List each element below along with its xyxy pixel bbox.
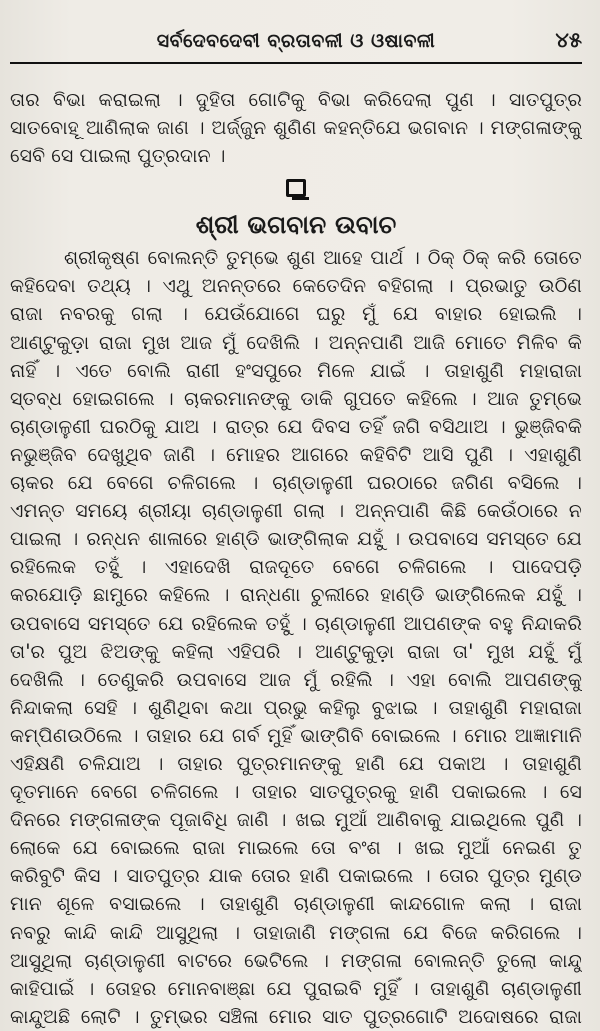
- text-line: ନିନ୍ଦାକଲା ସେହି । ଶୁଣିଥିବା କଥା ପ୍ରଭୁ କହିଲୁ ବୁଝାଇ । ତାହାଶୁଣି ମହାରାଜା: [10, 695, 582, 719]
- text-line: ସେବି ସେ ପାଇଲା ପୁତ୍ରଦାନ ।: [10, 144, 226, 168]
- text-line: ରହିଲେକ ତହୁଁ । ଏହାଦେଖି ରାଜଦୂତେ ବେଗେ ଚଳିଗଲେ । ପାଦେପଡ଼ି: [10, 555, 582, 579]
- text-line: କାନ୍ଦୁଅଛି ଲୋଟି । ତୁମ୍ଭର ସଞ୍ଚିଳା ମୋର ସାତ ପୁତ୍ରଗୋଟି ଅଦୋଷରେ ରାଜା: [10, 1004, 582, 1028]
- text-line: ସ୍ତବ୍ଧ ହୋଇଗଲେ । ଚାକରମାନଙ୍କୁ ଡାକି ଗୁପତେ କହିଲେ । ଆଜ ତୁମ୍ଭେ: [10, 386, 582, 410]
- text-line: ଶ୍ରୀକୃଷ୍ଣ ବୋଲନ୍ତି ତୁମ୍ଭେ ଶୁଣ ଆହେ ପାର୍ଥ । ଠିକ୍ ଠିକ୍ କରି ତୋତେ: [64, 246, 582, 270]
- text-line: ରାଜା ନବରକୁ ଗଲା । ଯେଉଁଯୋଗେ ଘରୁ ମୁଁ ଯେ ବାହାର ହୋଇଲି ।: [10, 302, 582, 326]
- text-line: ଚାକର ଯେ ବେଗେ ଚଳିଗଲେ । ଚାଣ୍ଡାଳୁଣୀ ଘରଠାରେ ଜଗିଣ ବସିଲେ ।: [10, 471, 582, 495]
- text-line: ସାତବୋହୂ ଆଣିଲାକ ଜାଣ । ଅର୍ଜ୍ଜୁନ ଶୁଣିଣ କହନ୍ତିଯେ ଭଗବାନ । ମଙ୍ଗଳାଙ୍କୁ: [10, 116, 582, 140]
- text-line: କରିବୁଟି କିସ । ସାତପୁତ୍ର ଯାକ ତୋର ହାଣି ପକାଇଲେ । ତୋର ପୁତ୍ର ମୁଣ୍ଡ: [10, 864, 582, 888]
- section-ornament: [10, 170, 582, 206]
- text-line: ଏହିକ୍ଷଣି ଚଳିଯାଅ । ତାହାର ପୁତ୍ରମାନଙ୍କୁ ହାଣି ଯେ ପକାଅ । ତାହାଶୁଣି: [10, 751, 582, 775]
- text-line: କହିଦେବା ତଥ୍ୟ । ଏଥୁ ଅନନ୍ତରେ କେତେଦିନ ବହିଗଲା । ପ୍ରଭାତୁ ଉଠିଣ: [10, 274, 582, 298]
- text-line: କମ୍ପିଣଉଠିଲେ । ତାହାର ଯେ ଗର୍ବ ମୁହିଁ ଭାଙ୍ଗିବି ବୋଇଲେ । ମୋର ଆଜ୍ଞାମାନି: [10, 723, 582, 747]
- running-head: [10, 28, 582, 64]
- text-line: ଆଣ୍ଟୁକୁଡ଼ା ରାଜା ମୁଖ ଆଜ ମୁଁ ଦେଖିଲି । ଅନ୍ନପାଣି ଆଜି ମୋତେ ମିଳିବ କି: [10, 330, 582, 354]
- text-line: ନଭୁଞ୍ଜିବ ଦେଖୁଥିବ ଜାଣି । ମୋହର ଆଗରେ କହିବିଟି ଆସି ପୁଣି । ଏହାଶୁଣି: [10, 442, 582, 466]
- square-ornament-icon: [286, 179, 306, 197]
- text-line: ଦିନରେ ମଙ୍ଗଳାଙ୍କ ପୂଜାବିଧି ଜାଣି । ଖଇ ମୁଆଁ ଆଣିବାକୁ ଯାଇଥିଲେ ପୁଣି ।: [10, 808, 582, 832]
- text-line: ଏମନ୍ତ ସମୟେ ଶ୍ରୀୟା ଚାଣ୍ଡାଳୁଣୀ ଗଲା । ଅନ୍ନପାଣି କିଛି କେଉଁଠାରେ ନ: [10, 499, 582, 523]
- text-line: ଉପବାସେ ସମସ୍ତେ ଯେ ରହିଲେକ ତହୁଁ । ଚାଣ୍ଡାଳୁଣୀ ଆପଣଙ୍କ ବହୁ ନିନ୍ଦାକରି: [10, 611, 582, 635]
- body-text: [10, 86, 582, 1031]
- text-line: ତାର ବିଭା କରାଇଲା । ଦୁହିତା ଗୋଟିକୁ ବିଭା କରିଦେଲା ପୁଣ । ସାତପୁତ୍ର: [10, 88, 582, 111]
- text-line: କାହିପାଇଁ । ତୋହର ମୋନବାଞ୍ଛା ଯେ ପୁରାଇବି ମୁହିଁ । ତାହାଶୁଣି ଚାଣ୍ଡାଳୁଣୀ: [10, 976, 582, 1000]
- text-line: ଲୋକେ ଯେ ବୋଇଲେ ରାଜା ମାଇଲେ ତୋ ବଂଶ । ଖଇ ମୁଆଁ ନେଇଣ ତୁ: [10, 836, 582, 860]
- text-line: ପାଇଲା । ରନ୍ଧନ ଶାଳାରେ ହାଣ୍ଡି ଭାଙ୍ଗିଲାକ ଯହୁଁ । ଉପବାସେ ସମସ୍ତେ ଯେ: [10, 527, 582, 551]
- section-heading: ଶ୍ରୀ ଭଗବାନ ଉବାଚ: [195, 210, 397, 240]
- text-line: ତା'ର ପୁଅ ଝିଅଙ୍କୁ କହିଲା ଏହିପରି । ଆଣ୍ଟୁକୁଡ଼ା ରାଜା ତା' ମୁଖ ଯହୁଁ ମୁଁ: [10, 639, 582, 663]
- text-line: ନାହିଁ । ଏତେ ବୋଲି ରାଣୀ ହଂସପୁରେ ମିଳେ ଯାଇଁ । ତାହାଶୁଣି ମହାରାଜା: [10, 358, 582, 382]
- text-line: ଦେଖିଲି । ତେଣୁକରି ଉପବାସେ ଆଜ ମୁଁ ରହିଲି । ଏହା ବୋଲି ଆପଣଙ୍କୁ: [10, 667, 582, 691]
- text-line: ଦୂତମାନେ ବେଗେ ଚଳିଗଲେ । ତାହାର ସାତପୁତ୍ରକୁ ହାଣି ପକାଇଲେ । ସେ: [10, 780, 582, 804]
- page-number: ୪୫: [555, 28, 582, 52]
- running-title: ସର୍ବଦେବଦେବୀ ବ୍ରତାବଳୀ ଓ ଓଷାବଳୀ: [156, 30, 436, 52]
- text-line: ମାନ ଶୂଳେ ବସାଇଲେ । ତାହାଶୁଣି ଚାଣ୍ଡାଳୁଣୀ କାନ୍ଦଗୋଳ କଲା । ରାଜା: [10, 892, 582, 916]
- text-line: ଚାଣ୍ଡାଳୁଣୀ ଘରଠିକୁ ଯାଅ । ରାତ୍ର ଯେ ଦିବସ ତହିଁ ଜଗି ବସିଥାଅ । ଭୁଞ୍ଜିବକି: [10, 414, 582, 438]
- text-line: କରଯୋଡ଼ି ଛାମୁରେ କହିଲେ । ରାନ୍ଧଣା ଚୁଲୀରେ ହାଣ୍ଡି ଭାଙ୍ଗିଲେକ ଯହୁଁ ।: [10, 583, 582, 607]
- text-line: ନବରୁ କାନ୍ଦି କାନ୍ଦି ଆସୁଥିଲା । ତାହାଜାଣି ମଙ୍ଗଳା ଯେ ବିଜେ କରିଗଲେ ।: [10, 920, 582, 944]
- text-line: ଆସୁଥିଲା ଚାଣ୍ଡାଳୁଣୀ ବାଟରେ ଭେଟିଲେ । ମଙ୍ଗଳା ବୋଲନ୍ତି ତୁଲୋ କାନ୍ଦୁ: [10, 948, 582, 972]
